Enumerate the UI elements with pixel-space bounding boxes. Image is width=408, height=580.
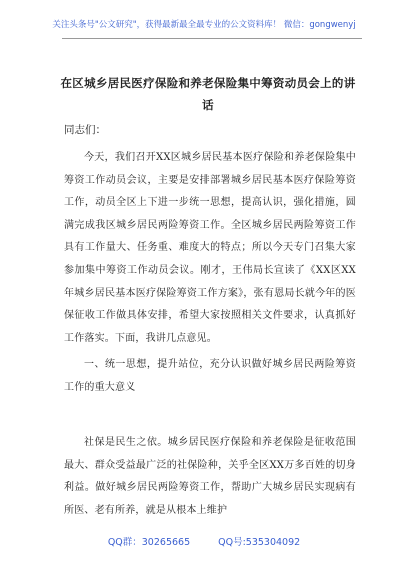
footer-qq: QQ号:535304092 [218, 537, 301, 548]
document-title: 在区城乡居民医疗保险和养老保险集中筹资动员会上的讲话 [60, 76, 356, 112]
header-notice: 关注头条号"公文研究"，获得最新最全最专业的公文资料库！ 微信：gongwenyj [52, 20, 356, 30]
footer-contact [0, 534, 408, 548]
paragraph-intro: 今天，我们召开XX区城乡居民基本医疗保险和养老保险集中筹资工作动员会议，主要是安排部署城乡居民基本医疗保险筹资工作，动员全区上下进一步统一思想，提高认识，强化措施，圆满完成我区城乡居民两险筹资工作。全区城乡居民两险筹资工作具有工作量大、任务重、难度大的特点；所以今天专门召集大家参加集中筹资工作动员会议。刚才，王伟局长宣读了《XX区XX年城乡居民基本医疗保险筹资工作方案》，张有恩局长就今年的医保征收工作做具体安排，希望大家按照相关文件要求，认真抓好工作落实。下面，我讲几点意见。 [64, 152, 356, 344]
header-divider [62, 38, 362, 39]
greeting: 同志们： [64, 124, 106, 136]
paragraph-section-1: 社保是民生之依。城乡居民医疗保险和养老保险是征收范围最大、群众受益最广泛的社保险种，关乎全区XX万多百姓的切身利益。做好城乡居民两险筹资工作，帮助广大城乡居民实现病有所医、老有所养，就是从根本上维护 [64, 437, 356, 516]
section-heading-1: 一、统一思想，提升站位，充分认识做好城乡居民两险筹资工作的重大意义 [64, 359, 356, 393]
footer-qq-group: QQ群：30265665 [107, 537, 191, 548]
